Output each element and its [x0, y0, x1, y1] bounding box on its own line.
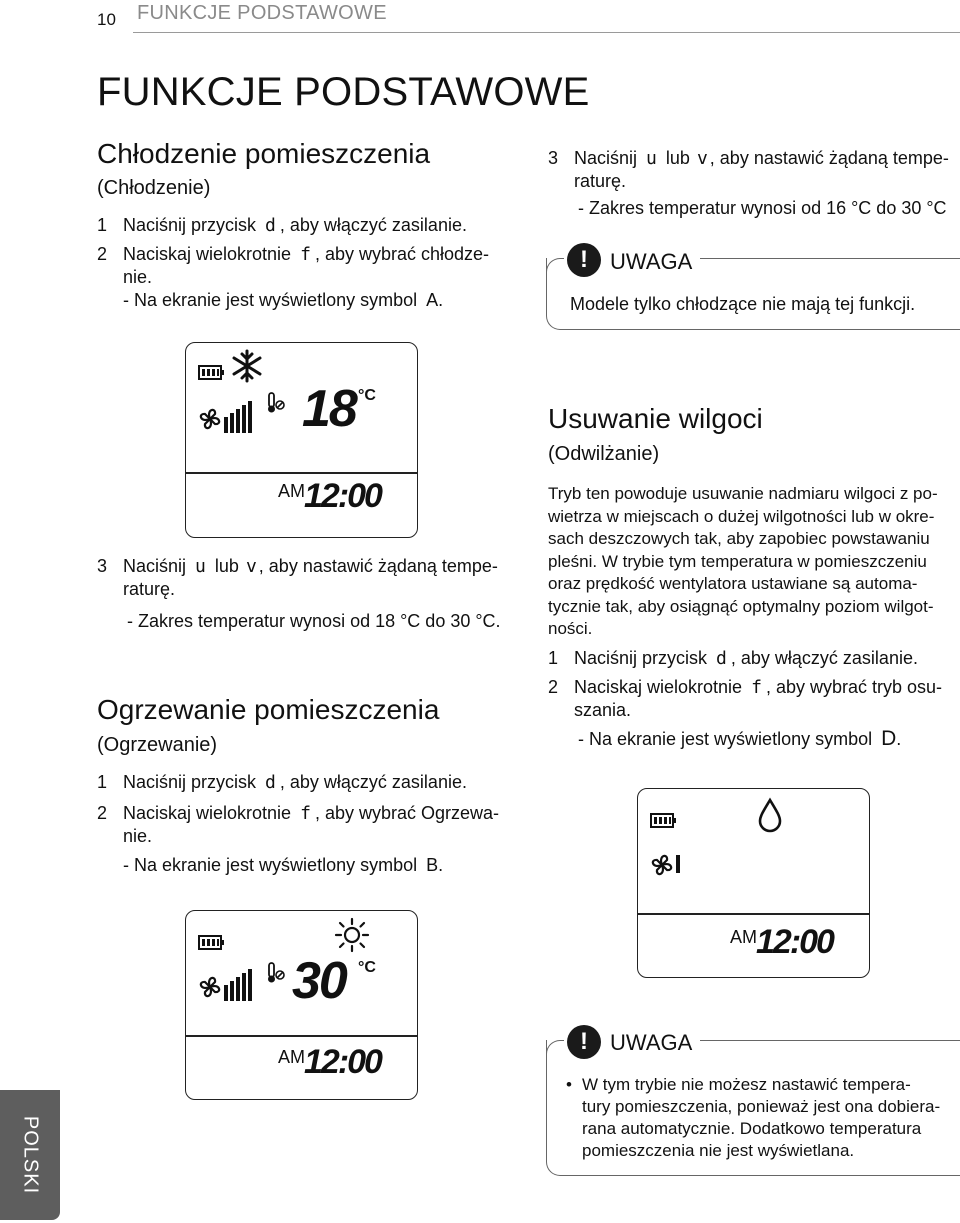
water-drop-icon [756, 797, 784, 833]
clock-readout: 12:00 [756, 923, 833, 961]
fan-speed-bars-icon [224, 967, 254, 1003]
cooling-step-3 [97, 555, 517, 600]
step-text: szania. [574, 700, 632, 720]
mode-button-symbol: f [300, 244, 311, 265]
am-indicator: AM [278, 1047, 305, 1067]
step-number: 2 [97, 244, 108, 264]
dehumid-step-2 [548, 676, 960, 721]
clock-readout: 12:00 [304, 1043, 381, 1081]
snowflake-icon [230, 349, 264, 383]
step-text: Naciskaj wielokrotnie [123, 244, 292, 264]
sun-icon [334, 917, 370, 953]
mode-symbol: A [426, 290, 439, 310]
cooling-range-note: - Zakres temperatur wynosi od 18 °C do 30 °C. [127, 611, 501, 631]
temperature-readout: 30 [292, 952, 346, 1010]
step-text: nie. [123, 267, 153, 287]
paragraph-line: Tryb ten powoduje usuwanie nadmiaru wilgoci z po- [548, 484, 938, 503]
step-text: raturę. [123, 579, 176, 599]
note-text: . [896, 729, 902, 749]
heating-subtitle: (Ogrzewanie) [97, 734, 218, 756]
up-button-symbol: u [195, 556, 206, 577]
warning-icon: ! [567, 243, 601, 277]
step-text: Naciskaj wielokrotnie [574, 677, 743, 697]
paragraph-line: tycznie tak, aby osiągnąć optymalny poziom wilgot- [548, 596, 934, 616]
running-header: FUNKCJE PODSTAWOWE [137, 2, 387, 24]
step-number: 2 [548, 677, 559, 697]
paragraph-line: ności. [548, 619, 593, 638]
header-rule [133, 32, 960, 33]
step-text: , aby nastawić żądaną tempe- [258, 556, 498, 576]
step-number: 1 [97, 772, 108, 792]
note-text: - Na ekranie jest wyświetlony symbol [123, 290, 418, 310]
uwaga-line: W tym trybie nie możesz nastawić tempera- [582, 1075, 911, 1094]
warning-icon: ! [567, 1025, 601, 1059]
mode-symbol: D [881, 727, 897, 750]
step-number: 1 [97, 215, 108, 235]
paragraph-line: oraz prędkość wentylatora ustawiane są automa- [548, 574, 918, 593]
step-text: Naciśnij [123, 556, 187, 576]
dehumid-step-1 [548, 647, 960, 670]
step-number: 2 [97, 803, 108, 823]
step-number: 1 [548, 648, 559, 668]
power-button-symbol: d [716, 648, 727, 669]
paragraph-line: sach deszczowych tak, aby zapobiec powstawaniu [548, 529, 930, 548]
battery-icon [198, 365, 226, 381]
page-number: 10 [97, 10, 116, 29]
dehumid-title: Usuwanie wilgoci [548, 403, 763, 434]
thermometer-icon [266, 391, 286, 415]
down-button-symbol: v [696, 148, 708, 169]
dehumid-subtitle: (Odwilżanie) [548, 443, 660, 465]
lcd-divider [186, 1035, 417, 1037]
up-button-symbol: u [646, 148, 657, 169]
lcd-divider [638, 913, 869, 915]
heating-note [123, 854, 443, 876]
uwaga-line: rana automatycznie. Dodatkowo temperatura [582, 1119, 922, 1138]
step-text: , aby włączyć zasilanie. [279, 772, 467, 792]
uwaga-line: tury pomieszczenia, ponieważ jest ona dobiera- [582, 1097, 941, 1116]
note-text: - Na ekranie jest wyświetlony symbol [578, 729, 873, 749]
mode-button-symbol: f [751, 677, 762, 698]
step-number: 3 [97, 556, 108, 576]
fan-icon [196, 405, 224, 433]
fan-icon [196, 973, 224, 1001]
uwaga-rule [700, 1040, 960, 1041]
am-indicator: AM [730, 927, 757, 947]
cooling-subtitle: (Chłodzenie) [97, 177, 211, 199]
language-tab-label: POLSKI [19, 1115, 42, 1195]
step-text: , aby wybrać chłodze- [314, 244, 490, 264]
right-step-3 [548, 147, 958, 192]
lcd-divider [186, 472, 417, 474]
note-text: . [438, 855, 444, 875]
cooling-title: Chłodzenie pomieszczenia [97, 138, 431, 169]
step-text: , aby nastawić żądaną tempe- [709, 148, 949, 168]
mode-button-symbol: f [300, 803, 311, 824]
uwaga-label: UWAGA [610, 249, 693, 274]
mode-symbol: B [426, 855, 439, 875]
uwaga-rule [700, 258, 960, 259]
paragraph-line: pleśni. W trybie tym temperatura w pomieszczeniu [548, 551, 927, 571]
uwaga-text [582, 1074, 952, 1162]
temperature-readout: 18 [302, 380, 356, 438]
step-number: 3 [548, 148, 559, 168]
right-range-note: - Zakres temperatur wynosi od 16 °C do 30 °C [578, 198, 947, 218]
step-text: lub [665, 148, 690, 168]
cooling-lcd-display [185, 342, 418, 538]
clock-readout: 12:00 [304, 477, 381, 515]
paragraph-line: wietrza w miejscach o dużej wilgotności lub w okre- [548, 506, 935, 526]
fan-icon [648, 851, 676, 879]
step-text: Naciśnij przycisk [123, 772, 257, 792]
fan-speed-bars-icon [224, 399, 254, 435]
uwaga-line: pomieszczenia nie jest wyświetlana. [582, 1141, 855, 1160]
heating-step-1 [97, 771, 517, 794]
battery-icon [650, 813, 678, 829]
step-text: Naciśnij [574, 148, 638, 168]
page-title: FUNKCJE PODSTAWOWE [97, 70, 590, 114]
step-text: , aby wybrać tryb osu- [765, 677, 942, 697]
battery-icon [198, 935, 226, 951]
power-button-symbol: d [265, 215, 276, 236]
temperature-unit: °C [358, 387, 376, 404]
am-indicator: AM [278, 481, 305, 501]
step-text: , aby wybrać Ogrzewa- [314, 803, 499, 823]
step-text: lub [214, 556, 239, 576]
dehumid-lcd-display [637, 788, 870, 978]
uwaga-label: UWAGA [610, 1030, 693, 1055]
dehumid-paragraph [548, 483, 960, 641]
note-text: . [438, 290, 444, 310]
bullet: • [566, 1075, 572, 1094]
step-text: , aby włączyć zasilanie. [279, 215, 467, 235]
power-button-symbol: d [265, 772, 276, 793]
step-text: , aby włączyć zasilanie. [730, 648, 918, 668]
step-text: Naciśnij przycisk [574, 648, 708, 668]
heating-lcd-display [185, 910, 418, 1100]
note-text: - Na ekranie jest wyświetlony symbol [123, 855, 418, 875]
step-text: Naciśnij przycisk [123, 215, 257, 235]
down-button-symbol: v [245, 556, 257, 577]
step-text: raturę. [574, 171, 627, 191]
heating-title: Ogrzewanie pomieszczenia [97, 694, 440, 725]
language-tab [0, 1090, 60, 1220]
heating-step-2 [97, 802, 517, 847]
step-text: nie. [123, 826, 153, 846]
fan-speed-bars-icon [676, 855, 682, 875]
temperature-unit: °C [358, 959, 376, 976]
uwaga-text: Modele tylko chłodzące nie mają tej funkcji. [570, 294, 916, 314]
step-text: Naciskaj wielokrotnie [123, 803, 292, 823]
dehumid-note [578, 728, 901, 750]
cooling-step-1 [97, 214, 517, 237]
thermometer-icon [266, 961, 286, 985]
cooling-note [123, 289, 443, 311]
cooling-step-2 [97, 243, 517, 288]
